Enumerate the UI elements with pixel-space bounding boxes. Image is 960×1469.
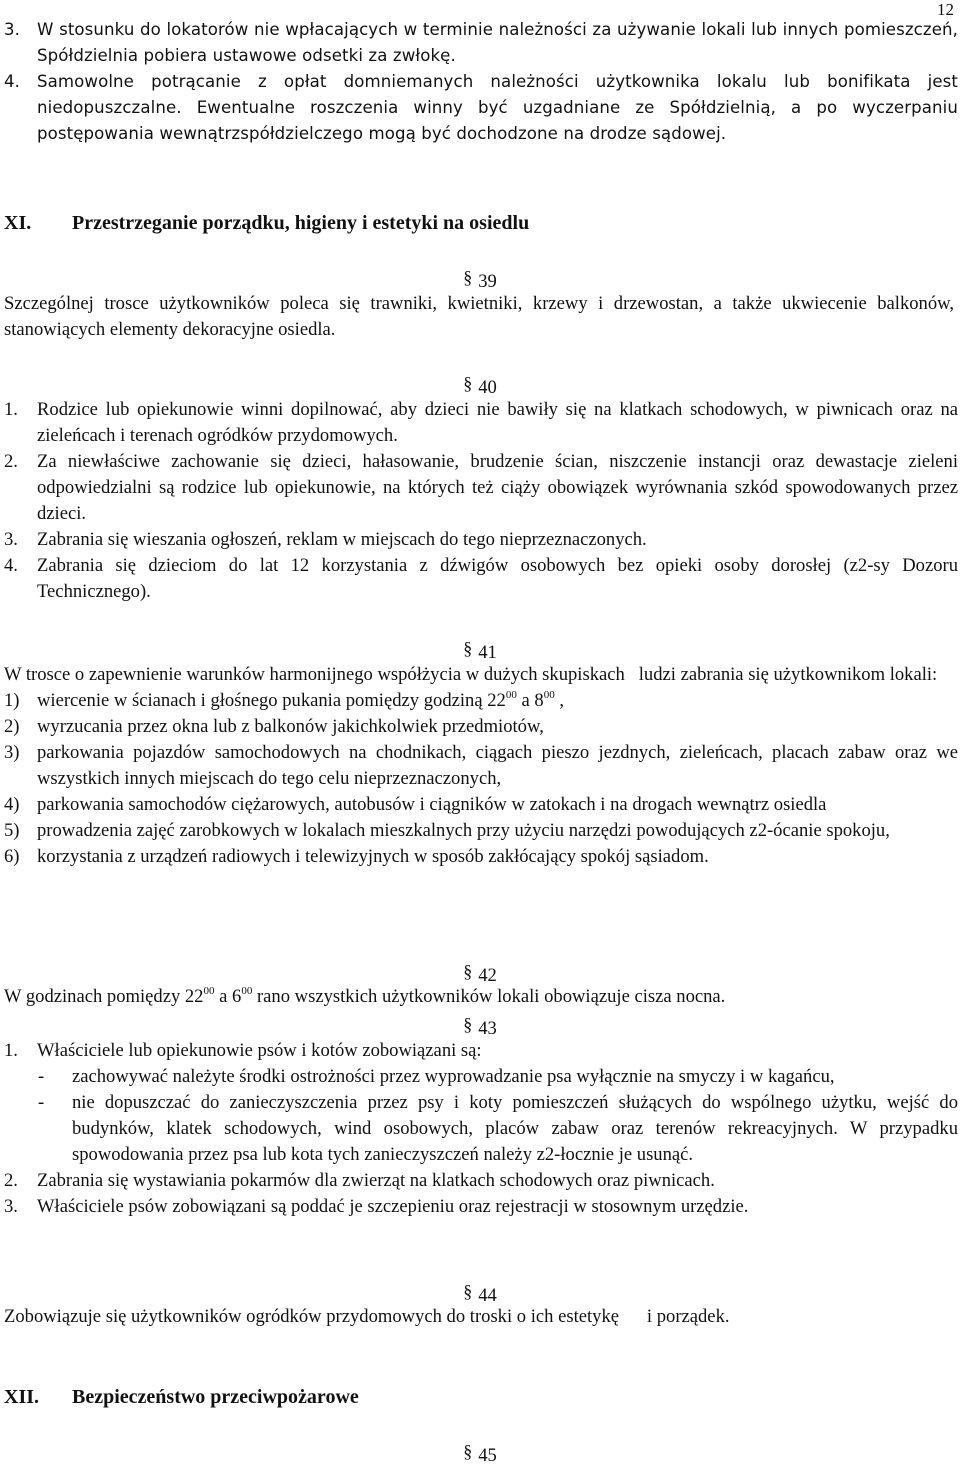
section-title: Przestrzeganie porządku, higieny i estetyki na osiedlu: [72, 212, 530, 234]
item-text: parkowania samochodów ciężarowych, autobusów i ciągników w zatokach i na drogach wewnątrz osiedla: [37, 794, 827, 815]
item-text: korzystania z urządzeń radiowych i telewizyjnych w sposób zakłócający spokój sąsiadom.: [37, 846, 709, 867]
item-number: 3): [4, 742, 20, 763]
paragraph-42: [0, 984, 958, 1010]
list-item: [0, 740, 958, 792]
section-sign: §: [463, 961, 473, 981]
intro-list: [0, 17, 958, 147]
superscript: 00: [203, 985, 215, 997]
paragraph-number: 40: [478, 377, 497, 398]
item-number: 3.: [4, 20, 21, 39]
section-sign: §: [463, 1014, 473, 1034]
item-number: 2.: [4, 1170, 18, 1191]
section-heading-xii: [4, 1384, 359, 1410]
section-number: XII.: [4, 1386, 40, 1408]
item-number: 2.: [4, 451, 18, 472]
list-item: [0, 69, 958, 147]
superscript: 00: [543, 689, 555, 701]
paragraph-44: [0, 1304, 958, 1330]
item-number: 1): [4, 690, 20, 711]
item-text: Właściciele psów zobowiązani są poddać je szczepieniu oraz rejestracji w stosownym urzędzie.: [37, 1196, 749, 1217]
item-text: nie dopuszczać do zanieczyszczenia przez psy i koty pomieszczeń służących do wspólnego użytku, wejść do budynków, klatek schodowych, wind osobowych, placów zabaw oraz terenów rekreacyjnych. W przypadku spowodowania przez psa lub kota tych zanieczyszczeń należy z2-łocznie je usunąć.: [72, 1092, 958, 1165]
paragraph-heading-45: [0, 1438, 960, 1469]
item-number: 3.: [4, 1196, 18, 1217]
list-item: [0, 553, 958, 605]
list-item: [0, 1194, 958, 1220]
item-number: 4.: [4, 555, 18, 576]
item-text: parkowania pojazdów samochodowych na chodnikach, ciągach pieszo jezdnych, zieleńcach, placach zabaw oraz we wszystkich innych miejscach do tego celu nieprzeznaczonych,: [37, 742, 958, 789]
item-text: Zabrania się wieszania ogłoszeń, reklam w miejscach do tego nieprzeznaczonych.: [37, 529, 647, 550]
section-sign: §: [463, 638, 473, 658]
page-number: 12: [937, 0, 954, 19]
list-item: [0, 17, 958, 69]
list-item: [0, 1168, 958, 1194]
paragraph-text: [0, 984, 958, 1010]
paragraph-number: 43: [478, 1018, 497, 1039]
paragraph-43: [0, 1038, 958, 1220]
item-number: 5): [4, 820, 20, 841]
dash-marker: -: [38, 1066, 45, 1087]
item-text: Rodzice lub opiekunowie winni dopilnować, aby dzieci nie bawiły się na klatkach schodowych, w piwnicach oraz na zieleńcach i terenach ogródków przydomowych.: [37, 399, 958, 446]
item-text: wyrzucania przez okna lub z balkonów jakichkolwiek przedmiotów,: [37, 716, 544, 737]
dash-marker: -: [38, 1092, 45, 1113]
list-item: [0, 714, 958, 740]
paragraph-41: [0, 662, 958, 870]
list-item: [0, 688, 958, 714]
paragraph-39: [0, 291, 958, 343]
item-text: ,: [554, 690, 564, 711]
text-part: W godzinach pomiędzy 22: [4, 986, 204, 1007]
item-text: prowadzenia zajęć zarobkowych w lokalach mieszkalnych przy użyciu narzędzi powodujących z2-ócanie spokoju,: [37, 820, 890, 841]
item-text: Zabrania się wystawiania pokarmów dla zwierząt na klatkach schodowych oraz piwnicach.: [37, 1170, 715, 1191]
list-item: [0, 844, 958, 870]
list-item: [0, 1038, 958, 1064]
paragraph-number: 42: [478, 965, 497, 986]
section-sign: §: [463, 373, 473, 393]
list-item: [0, 449, 958, 527]
list-item: [0, 397, 958, 449]
dash-item: [0, 1090, 958, 1168]
list-item: [0, 818, 958, 844]
text-part: rano wszystkich użytkowników lokali obowiązuje cisza nocna.: [252, 986, 726, 1007]
item-text: Za niewłaściwe zachowanie się dzieci, hałasowanie, brudzenie ścian, niszczenie instancji oraz dewastacje zieleni odpowiedzialni są rodzice lub opiekunowie, na których też ciąży obowiązek wyrównania szkód spowodowanych przez dzieci.: [37, 451, 958, 524]
section-sign: §: [463, 1441, 473, 1461]
superscript: 00: [505, 689, 517, 701]
item-text: Zabrania się dzieciom do lat 12 korzystania z dźwigów osobowych bez opieki osoby dorosłej (z2-sy Dozoru Technicznego).: [37, 555, 958, 602]
item-number: 4.: [4, 72, 21, 91]
section-sign: §: [463, 267, 473, 287]
list-item: [0, 792, 958, 818]
item-number: 1.: [4, 1040, 18, 1061]
dash-item: [0, 1064, 958, 1090]
item-text: zachowywać należyte środki ostrożności przez wyprowadzanie psa wyłącznie na smyczy i w kagańcu,: [72, 1066, 835, 1087]
item-number: 6): [4, 846, 20, 867]
section-heading-xi: [4, 210, 529, 236]
item-number: 2): [4, 716, 20, 737]
paragraph-number: 39: [478, 271, 497, 292]
item-number: 4): [4, 794, 20, 815]
paragraph-text: Zobowiązuje się użytkowników ogródków przydomowych do troski o ich estetykę i porządek.: [4, 1306, 730, 1327]
item-text: Samowolne potrącanie z opłat domniemanych należności użytkownika lokalu lub bonifikata jest niedopuszczalne. Ewentualne roszczenia winny być uzgadniane ze Spółdzielnią, a po wyczerpaniu postępowania wewnątrzspółdzielczego mogą być dochodzone na drodze sądowej.: [37, 72, 958, 143]
item-number: 3.: [4, 529, 18, 550]
item-text: a 8: [516, 690, 544, 711]
paragraph-text: Szczególnej trosce użytkowników poleca się trawniki, kwietniki, krzewy i drzewostan, a także ukwiecenie balkonów, stanowiących elementy dekoracyjne osiedla.: [4, 293, 954, 340]
section-sign: §: [463, 1281, 473, 1301]
paragraph-number: 41: [478, 642, 497, 663]
item-text: wiercenie w ścianach i głośnego pukania pomiędzy godziną 22: [37, 690, 506, 711]
superscript: 00: [241, 985, 253, 997]
section-number: XI.: [4, 212, 32, 234]
item-text: Właściciele lub opiekunowie psów i kotów zobowiązani są:: [37, 1040, 482, 1061]
paragraph-intro: W trosce o zapewnienie warunków harmonijnego współżycia w dużych skupiskach ludzi zabrania się użytkownikom lokali:: [4, 664, 938, 685]
item-number: 1.: [4, 399, 18, 420]
text-part: a 6: [214, 986, 242, 1007]
paragraph-40: [0, 397, 958, 605]
list-item: [0, 527, 958, 553]
paragraph-number: 44: [478, 1285, 497, 1306]
item-text: W stosunku do lokatorów nie wpłacających w terminie należności za używanie lokali lub innych pomieszczeń, Spółdzielnia pobiera ustawowe odsetki za zwłokę.: [37, 20, 958, 65]
section-title: Bezpieczeństwo przeciwpożarowe: [72, 1386, 359, 1408]
paragraph-number: 45: [478, 1445, 497, 1466]
